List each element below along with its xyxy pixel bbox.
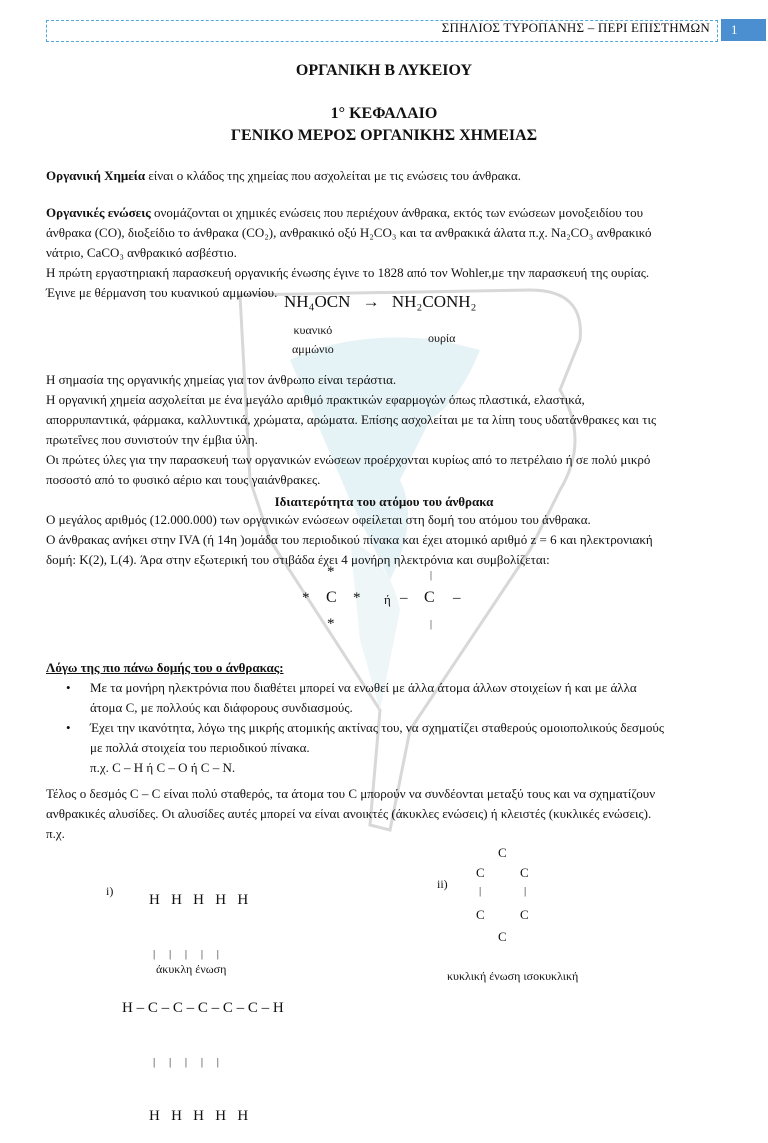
lewis-dot-top: * — [327, 564, 335, 580]
ring-atom-top: C — [498, 845, 507, 860]
reaction-arrow: → — [362, 292, 380, 311]
acyclic-row4: | | | | | — [153, 1056, 220, 1068]
cyclic-label: ii) — [437, 877, 448, 891]
p3-line5: Οι πρώτες ύλες για την παρασκευή των οργανικών ενώσεων προέρχονται κυρίως από το πετρέλαιο ή σε πολύ μικρό — [46, 452, 651, 467]
b1-line2: άτομα C, με πολλούς και διάφορους συνδιασμούς. — [90, 700, 353, 715]
reaction-equation — [284, 292, 476, 312]
header-title: ΣΠΗΛΙΟΣ ΤΥΡΟΠΑΝΗΣ – ΠΕΡΙ ΕΠΙΣΤΗΜΩΝ — [441, 20, 710, 35]
p2-line1: ονομάζονται οι χημικές ενώσεις που περιέχουν άνθρακα, εκτός των ενώσεων μονοξειδίου του — [150, 205, 644, 220]
s1-line2: Ο άνθρακας ανήκει στην IVA (ή 14η )ομάδα του περιοδικού πίνακα και έχει ατομικό αριθμό z = 6 και ηλεκτρονιακή — [46, 532, 653, 547]
carbon-paragraph — [46, 510, 722, 570]
ring-atom-lower-right: C — [520, 907, 529, 922]
reactant-formula: NH₄OCN — [284, 292, 351, 311]
b1-line1: Με τα μονήρη ηλεκτρόνια που διαθέτει μπορεί να ενωθεί με άλλα άτομα άλλων στοιχείων ή και με άλλα — [90, 680, 637, 695]
p2-line4: Η πρώτη εργαστηριακή παρασκευή οργανικής ένωσης έγινε το 1828 από τον Wohler,με την παρασκευή της ουρίας. — [46, 265, 650, 280]
definition-text: είναι ο κλάδος της χημείας που ασχολείται με τις ενώσεις του άνθρακα. — [145, 168, 522, 183]
list-item — [66, 678, 722, 718]
acyclic-row5: H H H H H — [149, 1108, 249, 1124]
section-heading-carbon: Ιδιαιτερότητα του ατόμου του άνθρακα — [274, 494, 494, 509]
page-title: ΟΡΓΑΝΙΚΗ Β ΛΥΚΕΙΟΥ — [295, 62, 473, 79]
acyclic-row1: H H H H H — [149, 892, 249, 908]
reactant-name — [292, 321, 334, 359]
definition-organic-chemistry — [46, 166, 722, 186]
cyclic-structure — [470, 845, 550, 945]
s1-line1: Ο μεγάλος αριθμός (12.000.000) των οργανικών ενώσεων οφείλεται στη δομή του ατόμου του άνθρακα. — [46, 512, 591, 527]
p3-line3: απορρυπαντικά, φάρμακα, καλλυντικά, χρώματα, αρώματα. Επίσης ασχολείται με τα λίπη τους υδατάνθρακες και τις — [46, 412, 657, 427]
lewis-dot-right: * — [353, 590, 361, 606]
b2-line1: Έχει την ικανότητα, λόγω της μικρής ατομικής ακτίνας του, να σχηματίζει σταθερούς ομοιοπολικούς δεσμούς — [90, 720, 664, 735]
s1-line3: δομή: K(2), L(4). Άρα στην εξωτερική του στιβάδα έχει 4 μονήρη ηλεκτρόνια και συμβολίζεται: — [46, 552, 550, 567]
b2-line3: π.χ. C – H ή C – O ή C – N. — [90, 760, 236, 775]
acyclic-structure — [122, 855, 284, 1143]
ring-atom-lower-left: C — [476, 907, 485, 922]
page-number: 1 — [721, 19, 766, 41]
p3-line1: Η σημασία της οργανικής χημείας για τον άνθρωπο είναι τεράστια. — [46, 372, 397, 387]
ring-atom-bottom: C — [498, 929, 507, 944]
or-word: ή — [384, 592, 391, 607]
properties-list — [66, 678, 722, 778]
p3-line6: ποσοστό από το φυσικό αέριο και τους γαιάνθρακες. — [46, 472, 321, 487]
structural-carbon: C — [424, 589, 435, 606]
p2-line2: άνθρακα (CO), διοξείδιο το άνθρακα (CO₂), ανθρακικό οξύ H₂CO₃ και τα ανθρακικά άλατα π.χ. Na₂CO₃ ανθρακικό — [46, 225, 652, 240]
reactant-name-line2: αμμώνιο — [292, 342, 334, 356]
bullet-icon: • — [66, 720, 71, 735]
acyclic-label: i) — [106, 884, 114, 898]
b2-line2: με πολλά στοιχεία του περιοδικού πίνακα. — [90, 740, 310, 755]
importance-paragraph — [46, 370, 722, 490]
ring-atom-upper-right: C — [520, 865, 529, 880]
definition-organic-compounds — [46, 203, 722, 303]
bond-bar-bottom: | — [430, 619, 433, 630]
cyclic-caption: κυκλική ένωση ισοκυκλική — [447, 969, 579, 983]
ring-bond-left: | — [479, 885, 482, 897]
product-name: ουρία — [428, 331, 456, 345]
ring-atom-upper-left: C — [476, 865, 485, 880]
ring-bond-right: | — [524, 885, 527, 897]
chapter-title: 1° ΚΕΦΑΛΑΙΟ — [330, 105, 438, 122]
p3-line4: πρωτεΐνες που συνιστούν την έμβια ύλη. — [46, 432, 258, 447]
lewis-dot-bottom: * — [327, 616, 335, 632]
acyclic-row2: | | | | | — [153, 948, 220, 960]
p3-line2: Η οργανική χημεία ασχολείται με ένα μεγάλο αριθμό πρακτικών εφαρμογών όπως πλαστικά, ελαστικά, — [46, 392, 585, 407]
bond-dash-right: – — [453, 590, 461, 606]
bond-bar-top: | — [430, 570, 433, 581]
section-heading-properties: Λόγω της πιο πάνω δομής του ο άνθρακας: — [46, 660, 284, 675]
chains-paragraph — [46, 784, 722, 844]
chapter-subtitle: ΓΕΝΙΚΟ ΜΕΡΟΣ ΟΡΓΑΝΙΚΗΣ ΧΗΜΕΙΑΣ — [230, 127, 538, 144]
acyclic-row3: H – C – C – C – C – C – H — [122, 1000, 284, 1016]
list-item — [66, 718, 722, 778]
bond-dash-left: – — [400, 590, 408, 606]
p4-line1: Τέλος ο δεσμός C – C είναι πολύ σταθερός, τα άτομα του C μπορούν να συνδέονται μεταξύ τους και να σχηματίζουν — [46, 786, 656, 801]
p2-line5: Έγινε με θέρμανση του κυανικού αμμωνίου. — [46, 285, 278, 300]
lewis-dot-left: * — [302, 590, 310, 606]
p4-line2: ανθρακικές αλυσίδες. Οι αλυσίδες αυτές μπορεί να είναι ανοικτές (άκυκλες ενώσεις) ή κλειστές (κυκλικές ενώσεις). — [46, 806, 652, 821]
bullet-icon: • — [66, 680, 71, 695]
term-organic-compounds: Οργανικές ενώσεις — [46, 205, 151, 220]
acyclic-caption: άκυκλη ένωση — [156, 962, 227, 976]
lewis-carbon: C — [326, 589, 337, 606]
reactant-name-line1: κυανικό — [293, 323, 333, 337]
product-formula: NH₂CONH₂ — [391, 292, 477, 311]
term-organic-chemistry: Οργανική Χημεία — [46, 168, 146, 183]
lewis-structure — [296, 564, 476, 634]
p2-line3: νάτριο, CaCO₃ ανθρακικό ασβέστιο. — [46, 245, 237, 260]
p4-line3: π.χ. — [46, 826, 65, 841]
